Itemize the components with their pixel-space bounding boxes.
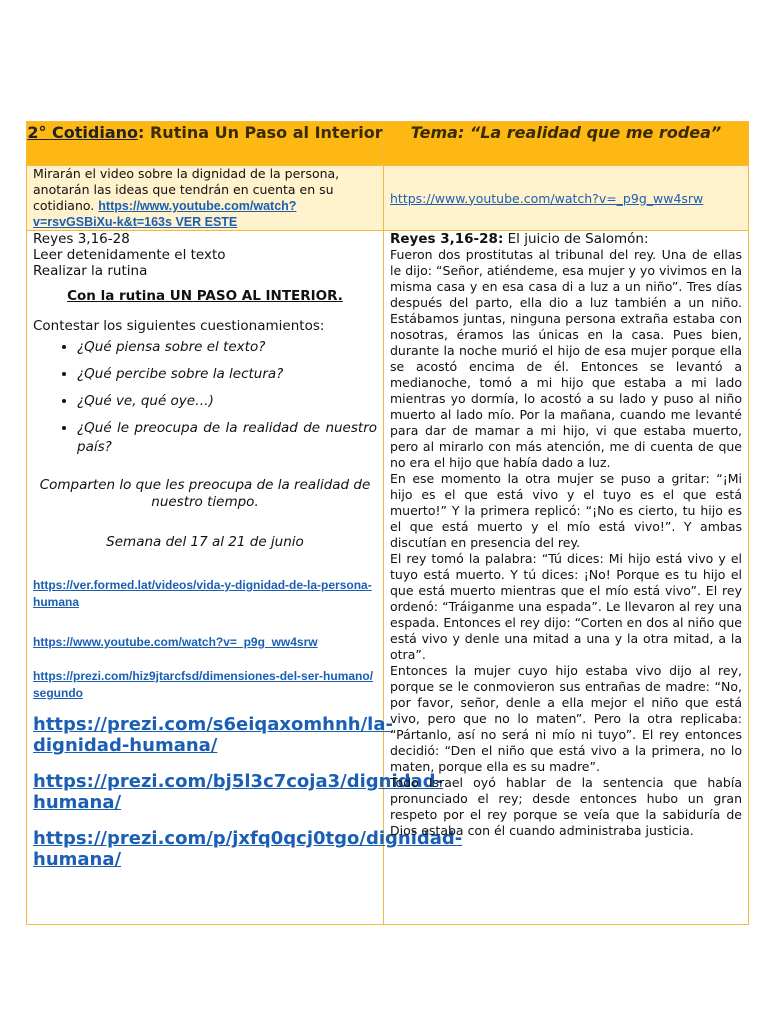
realizar-line: Realizar la rutina xyxy=(33,263,148,279)
question-item: • ¿Qué le preocupa de la realidad de nuestro país? xyxy=(77,419,377,457)
comparten-text: Comparten lo que les preocupa de la realidad de nuestro tiempo. xyxy=(39,477,371,510)
youtube-link-2[interactable]: https://www.youtube.com/watch?v=_p9g_ww4srw xyxy=(33,635,318,649)
question-item: • ¿Qué percibe sobre la lectura? xyxy=(77,365,377,384)
header-right-cell xyxy=(384,122,749,166)
prezi-link-2[interactable]: https://prezi.com/bj5l3c7coja3/dignidad-humana/ xyxy=(33,771,444,813)
contestar-text: Contestar los siguientes cuestionamientos: xyxy=(33,318,325,334)
youtube-link[interactable]: https://www.youtube.com/watch?v=_p9g_ww4srw xyxy=(390,190,704,206)
header-rutina: : Rutina Un Paso al Interior xyxy=(138,123,383,142)
prezi-link-3[interactable]: https://prezi.com/p/jxfq0qcj0tgo/dignidad-humana/ xyxy=(33,828,463,870)
reading-subtitle: El juicio de Salomón: xyxy=(503,231,649,247)
reading-paragraph: Fueron dos prostitutas al tribunal del rey. Una de ellas le dijo: “Señor, atiéndeme, esa mujer y yo vivimos en la misma casa y en esa casa di a luz a un niño”. Tres días después del parto, ella dio a luz también a un niño. Estábamos juntas, ninguna persona extraña estaba con nosotras, éramos las únicas en la casa. Pues bien, durante la noche murió el hijo de esa mujer porque ella se acostó encima de él. Entonces se levantó a medianoche, tomó a mi hijo que estaba a mi lado mientras yo dormía, lo acostó a su lado y puso al niño muerto al lado mío. Por la mañana, cuando me levanté para dar de mamar a mi hijo, vi que estaba muerto, pero al mirarlo con más atención, me di cuenta de que no era el hijo que había dado a luz. xyxy=(390,247,742,470)
intro-right-cell xyxy=(384,166,749,231)
prezi-dimensiones-link[interactable]: https://prezi.com/hiz9jtarcfsd/dimensiones-del-ser-humano/ segundo xyxy=(33,669,374,700)
reading-paragraph: Entonces la mujer cuyo hijo estaba vivo dijo al rey, porque se le conmovieron sus entrañas de madre: “No, por favor, señor, denle a ella mejor el niño que está vivo, pero que no lo maten”. Pero la otra replicaba: “Pártanlo, así no será ni mío ni tuyo”. El rey entonces decidió: “Den el niño que está vivo a la primera, no lo maten, porque ella es su madre”. xyxy=(390,663,742,774)
instructions-cell xyxy=(27,231,463,925)
reading-paragraph: Todo Israel oyó hablar de la sentencia que había pronunciado el rey; desde entonces hubo un gran respeto por el rey porque se veía que la sabiduría de Dios estaba con él cuando administraba justicia. xyxy=(390,775,742,838)
reading-ref: Reyes 3,16-28: xyxy=(390,231,504,247)
reading-paragraph: En ese momento la otra mujer se puso a gritar: “¡Mi hijo es el que está vivo y el tuyo es el que está muerto!” Y la primera replicó: “¡No es cierto, tu hijo es el que está muerto y el mío está vivo!”. Y ambas discutían en presencia del rey. xyxy=(390,471,742,550)
intro-cell xyxy=(27,166,384,231)
semana-text: Semana del 17 al 21 de junio xyxy=(106,534,304,550)
intro-text: Mirarán el video sobre la dignidad de la persona, anotarán las ideas que tendrán en cuenta en su cotidiano. xyxy=(33,166,340,213)
lesson-table xyxy=(26,121,749,925)
reading-title xyxy=(390,231,742,247)
questions-list xyxy=(33,338,377,457)
intro-video-link[interactable]: https://www.youtube.com/watch?v=rsvGSBiXu-k&t=163s VER ESTE xyxy=(33,199,297,229)
reyes-line: Reyes 3,16-28 xyxy=(33,231,130,247)
prezi-link-1[interactable]: https://prezi.com/s6eiqaxomhnh/la-dignidad-humana/ xyxy=(33,714,393,756)
reading-cell xyxy=(384,231,749,925)
formed-link[interactable]: https://ver.formed.lat/videos/vida-y-dignidad-de-la-persona-humana xyxy=(33,578,372,609)
header-cotidiano: 2° Cotidiano xyxy=(27,123,139,142)
rutina-title: Con la rutina UN PASO AL INTERIOR. xyxy=(67,288,343,304)
leer-line: Leer detenidamente el texto xyxy=(33,247,226,263)
header-tema: Tema: “La realidad que me rodea” xyxy=(410,123,722,142)
reading-paragraph: El rey tomó la palabra: “Tú dices: Mi hijo está vivo y el tuyo está muerto. Y tú dices: ¡No! Porque es tu hijo el que está muerto mientras que el mío está vivo”. El rey ordenó: “Tráiganme una espada”. Le llevaron al rey una espada. Entonces el rey dijo: “Corten en dos al niño que está vivo y denle una mitad a una y la otra mitad, a la otra”. xyxy=(390,551,742,662)
question-item: • ¿Qué piensa sobre el texto? xyxy=(77,338,377,357)
header-left-cell xyxy=(27,122,384,166)
question-item: • ¿Qué ve, qué oye…) xyxy=(77,392,377,411)
